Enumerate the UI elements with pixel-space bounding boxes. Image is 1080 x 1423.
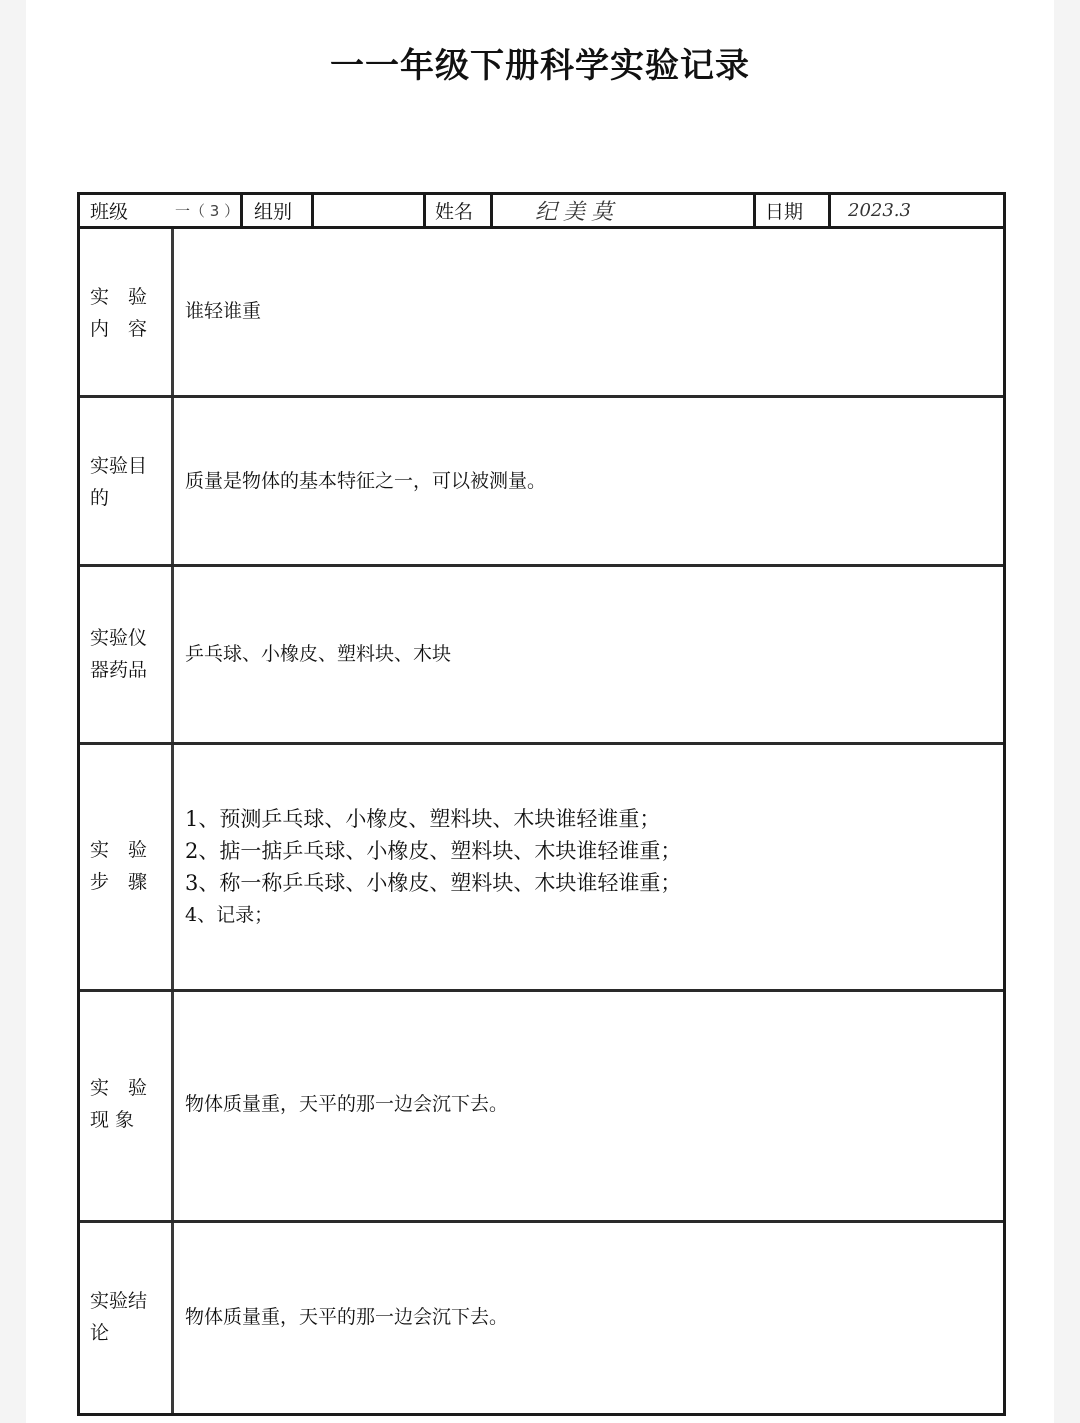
row-label: 实验目 的 <box>90 455 148 509</box>
divider <box>490 195 493 226</box>
group-label: 组别 <box>254 201 293 223</box>
row-experiment-purpose <box>80 398 1003 567</box>
step-item: 1、预测乒乓球、小橡皮、塑料块、木块谁轻谁重； <box>185 807 661 831</box>
row-content: 谁轻谁重 <box>185 300 262 322</box>
row-content: 质量是物体的基本特征之一，可以被测量。 <box>185 470 547 492</box>
row-label: 实验仪 器药品 <box>90 627 148 681</box>
class-label: 班级 <box>90 201 129 223</box>
step-item: 4、记录； <box>185 904 274 926</box>
experiment-record-table <box>77 192 1006 1416</box>
name-value: 纪美莫 <box>535 200 620 225</box>
steps-list <box>185 803 983 931</box>
row-label: 实 验 步 骤 <box>90 839 148 893</box>
divider <box>240 195 243 226</box>
row-label: 实 验 现 象 <box>90 1077 148 1131</box>
header-row <box>80 195 1003 229</box>
row-label: 实验结 论 <box>90 1290 148 1344</box>
class-value: 一（ 3 ） <box>175 202 240 220</box>
step-item: 2、掂一掂乒乓球、小橡皮、塑料块、木块谁轻谁重； <box>185 839 682 863</box>
step-item: 3、称一称乒乓球、小橡皮、塑料块、木块谁轻谁重； <box>185 871 682 895</box>
group-value <box>320 195 420 226</box>
row-equipment <box>80 567 1003 745</box>
row-experiment-steps <box>80 745 1003 992</box>
divider <box>753 195 756 226</box>
divider <box>311 195 314 226</box>
date-value: 2023.3 <box>848 200 911 221</box>
row-content: 物体质量重，天平的那一边会沉下去。 <box>185 1093 509 1115</box>
date-label: 日期 <box>765 201 804 223</box>
row-experiment-content <box>80 229 1003 398</box>
row-experiment-phenomenon <box>80 992 1003 1223</box>
divider <box>828 195 831 226</box>
row-experiment-conclusion <box>80 1223 1003 1413</box>
name-label: 姓名 <box>435 201 474 223</box>
row-content: 乒乓球、小橡皮、塑料块、木块 <box>185 643 452 665</box>
divider <box>423 195 426 226</box>
page-title: 一一年级下册科学实验记录 <box>330 46 750 86</box>
row-label: 实 验 内 容 <box>90 286 148 340</box>
row-content: 物体质量重，天平的那一边会沉下去。 <box>185 1306 509 1328</box>
